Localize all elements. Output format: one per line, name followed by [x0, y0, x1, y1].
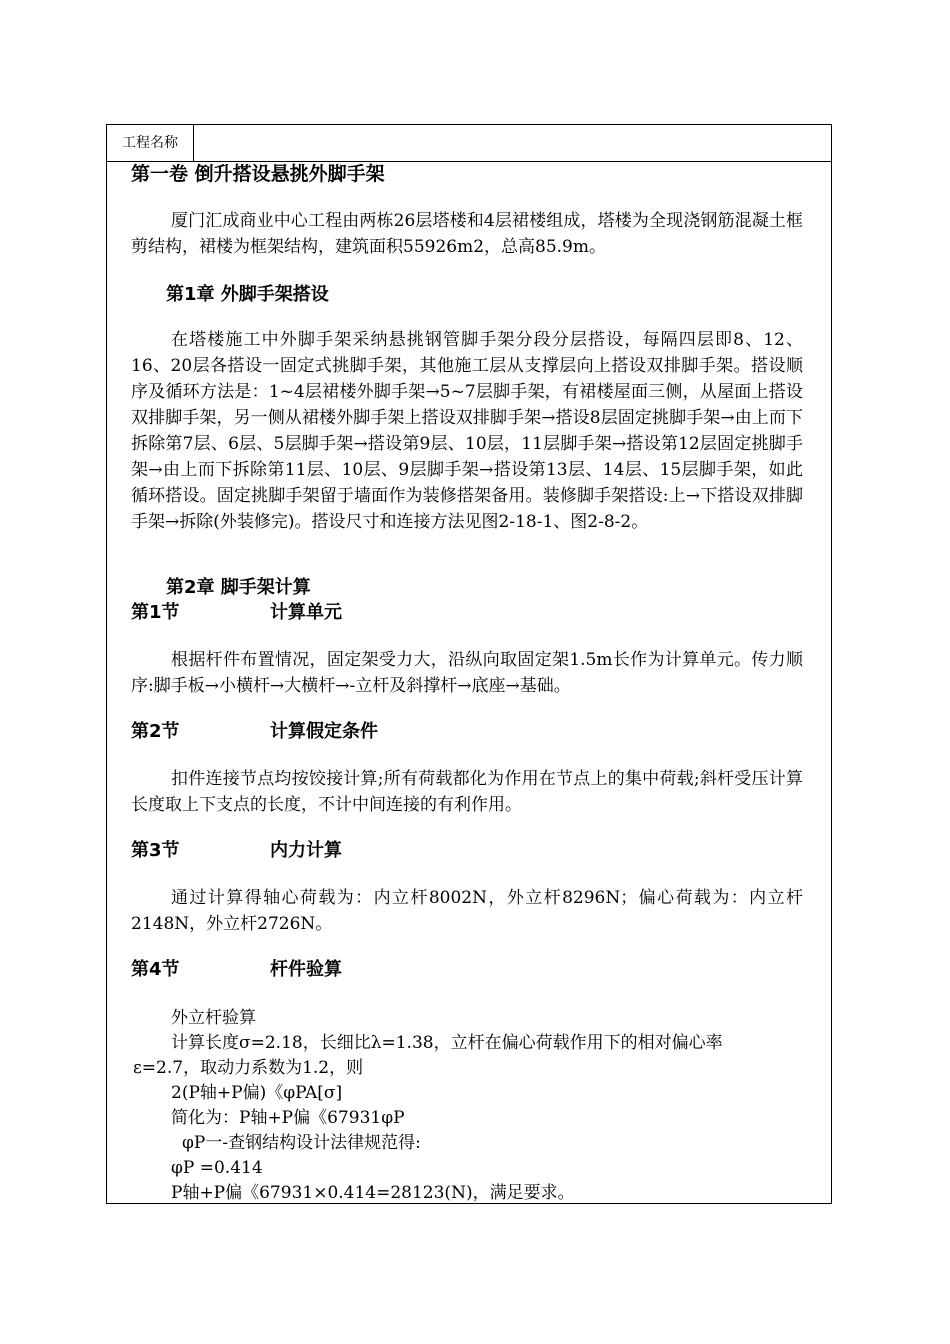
section1-title: 计算单元 — [270, 602, 342, 623]
verify-line-7: φP =0.414 — [171, 1158, 263, 1178]
section3-title: 内力计算 — [270, 840, 342, 861]
verify-line-3: ε=2.7，取动力系数为1.2，则 — [133, 1058, 364, 1078]
verify-line-4: 2(P轴+P偏)《φPA[σ] — [171, 1083, 343, 1103]
header-row — [107, 125, 831, 162]
verify-line-5: 简化为：P轴+P偏《67931φP — [171, 1108, 405, 1128]
section2-paragraph: 扣件连接节点均按饺接计算;所有荷载都化为作用在节点上的集中荷载;斜杆受压计算长度取上下支点的长度，不计中间连接的有利作用。 — [131, 769, 803, 815]
section4-number: 第4节 — [131, 959, 180, 980]
verify-line-1: 外立杆验算 — [171, 1008, 256, 1028]
chapter2-title: 第2章 脚手架计算 — [166, 577, 311, 598]
section3-number: 第3节 — [131, 840, 180, 861]
section4-title: 杆件验算 — [270, 959, 342, 980]
section2-number: 第2节 — [131, 721, 180, 742]
section1-paragraph: 根据杆件布置情况，固定架受力大，沿纵向取固定架1.5m长作为计算单元。传力顺序:脚手板→小横杆→大横杆→-立杆及斜撑杆→底座→基础。 — [131, 650, 803, 696]
project-name-label: 工程名称 — [107, 125, 194, 161]
section2-title: 计算假定条件 — [270, 721, 378, 742]
chapter1-title: 第1章 外脚手架搭设 — [166, 284, 329, 305]
project-name-value — [195, 125, 831, 161]
volume-title: 第一卷 倒升搭设悬挑外脚手架 — [131, 163, 385, 185]
chapter1-paragraph: 在塔楼施工中外脚手架采纳悬挑钢管脚手架分段分层搭设，每隔四层即8、12、16、20层各搭设一固定式挑脚手架，其他施工层从支撑层向上搭设双排脚手架。搭设顺序及循环方法是：1~4层裙楼外脚手架→5~7层脚手架，有裙楼屋面三侧，从屋面上搭设双排脚手架，另一侧从裙楼外脚手架上搭设双排脚手架→搭设8层固定挑脚手架→由上而下拆除第7层、6层、5层脚手架→搭设第9层、10层，11层脚手架→搭设第12层固定挑脚手架→由上而下拆除第11层、10层、9层脚手架→搭设第13层、14层、15层脚手架，如此循环搭设。固定挑脚手架留于墙面作为装修搭架备用。装修脚手架搭设:上→下搭设双排脚手架→拆除(外装修完)。搭设尺寸和连接方法见图2-18-1、图2-8-2。 — [131, 330, 803, 532]
verify-line-2: 计算长度σ=2.18，长细比λ=1.38，立杆在偏心荷载作用下的相对偏心率 — [171, 1033, 723, 1053]
section1-number: 第1节 — [131, 602, 180, 623]
section3-paragraph: 通过计算得轴心荷载为：内立杆8002N，外立杆8296N；偏心荷载为：内立杆2148N，外立杆2726N。 — [131, 888, 803, 934]
verify-line-8: P轴+P偏《67931×0.414=28123(N)，满足要求。 — [171, 1183, 575, 1203]
intro-paragraph: 厦门汇成商业中心工程由两栋26层塔楼和4层裙楼组成，塔楼为全现浇钢筋混凝土框剪结构，裙楼为框架结构，建筑面积55926m2，总高85.9m。 — [131, 211, 803, 257]
verify-line-6: φP一-查钢结构设计法律规范得: — [182, 1133, 421, 1153]
